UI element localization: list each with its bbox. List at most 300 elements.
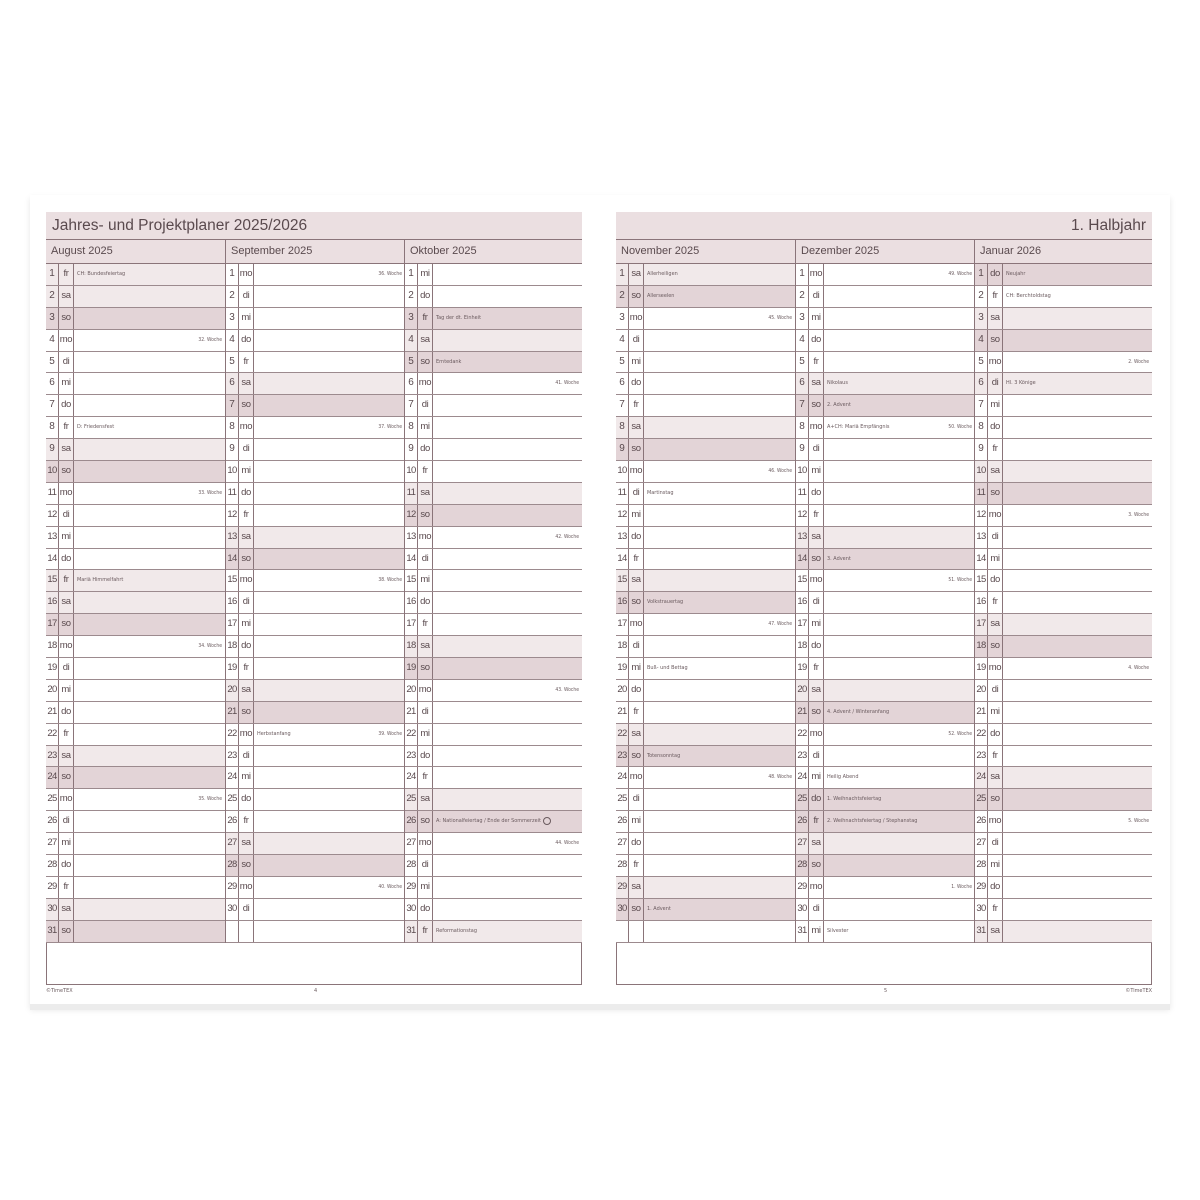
- day-row[interactable]: [796, 373, 975, 395]
- day-row[interactable]: [975, 877, 1152, 899]
- day-row[interactable]: [616, 286, 795, 308]
- day-row[interactable]: [405, 417, 582, 439]
- day-note[interactable]: [74, 505, 225, 526]
- day-note[interactable]: [254, 877, 405, 898]
- day-note[interactable]: [433, 483, 582, 504]
- day-note[interactable]: [1003, 746, 1152, 767]
- day-row[interactable]: [975, 702, 1152, 724]
- day-row[interactable]: [616, 921, 795, 943]
- day-note[interactable]: [74, 352, 225, 373]
- day-note[interactable]: [1003, 286, 1152, 307]
- day-note[interactable]: [1003, 527, 1152, 548]
- day-row[interactable]: [796, 439, 975, 461]
- day-row[interactable]: [226, 417, 405, 439]
- day-row[interactable]: [226, 724, 405, 746]
- day-row[interactable]: [616, 614, 795, 636]
- day-row[interactable]: [975, 921, 1152, 943]
- day-note[interactable]: [433, 330, 582, 351]
- day-row[interactable]: [796, 417, 975, 439]
- day-note[interactable]: [433, 767, 582, 788]
- day-row[interactable]: [226, 527, 405, 549]
- day-row[interactable]: [796, 877, 975, 899]
- day-row[interactable]: [796, 308, 975, 330]
- day-row[interactable]: [796, 483, 975, 505]
- day-note[interactable]: [254, 658, 405, 679]
- day-row[interactable]: [796, 724, 975, 746]
- day-note[interactable]: [824, 286, 975, 307]
- day-note[interactable]: [74, 746, 225, 767]
- day-note[interactable]: [74, 724, 225, 745]
- day-note[interactable]: [644, 527, 795, 548]
- day-row[interactable]: [616, 855, 795, 877]
- day-note[interactable]: [1003, 505, 1152, 526]
- day-note[interactable]: [74, 680, 225, 701]
- day-note[interactable]: [1003, 855, 1152, 876]
- day-note[interactable]: [433, 461, 582, 482]
- day-note[interactable]: [433, 614, 582, 635]
- day-note[interactable]: [74, 702, 225, 723]
- day-note[interactable]: [1003, 767, 1152, 788]
- day-row[interactable]: [796, 833, 975, 855]
- day-row[interactable]: [405, 658, 582, 680]
- day-note[interactable]: [824, 592, 975, 613]
- day-row[interactable]: [226, 373, 405, 395]
- day-note[interactable]: [824, 636, 975, 657]
- day-note[interactable]: [1003, 308, 1152, 329]
- day-row[interactable]: [616, 746, 795, 768]
- day-note[interactable]: [644, 636, 795, 657]
- day-note[interactable]: [824, 439, 975, 460]
- day-note[interactable]: [1003, 658, 1152, 679]
- day-note[interactable]: [824, 373, 975, 394]
- day-row[interactable]: [616, 439, 795, 461]
- day-note[interactable]: [254, 899, 405, 920]
- day-row[interactable]: [46, 417, 225, 439]
- day-note[interactable]: [254, 373, 405, 394]
- day-row[interactable]: [405, 549, 582, 571]
- day-row[interactable]: [796, 789, 975, 811]
- day-row[interactable]: [975, 417, 1152, 439]
- day-row[interactable]: [975, 833, 1152, 855]
- day-note[interactable]: [824, 767, 975, 788]
- day-row[interactable]: [226, 592, 405, 614]
- day-row[interactable]: [226, 767, 405, 789]
- day-row[interactable]: [405, 877, 582, 899]
- day-row[interactable]: [405, 592, 582, 614]
- day-note[interactable]: [254, 767, 405, 788]
- day-row[interactable]: [616, 680, 795, 702]
- day-row[interactable]: [616, 330, 795, 352]
- day-row[interactable]: [796, 614, 975, 636]
- day-row[interactable]: [975, 899, 1152, 921]
- day-note[interactable]: [644, 330, 795, 351]
- day-note[interactable]: [824, 658, 975, 679]
- day-row[interactable]: [226, 680, 405, 702]
- day-note[interactable]: [433, 395, 582, 416]
- day-note[interactable]: [254, 702, 405, 723]
- day-row[interactable]: [975, 395, 1152, 417]
- day-row[interactable]: [616, 505, 795, 527]
- day-row[interactable]: [975, 527, 1152, 549]
- day-row[interactable]: [975, 483, 1152, 505]
- day-note[interactable]: [644, 461, 795, 482]
- day-note[interactable]: [1003, 899, 1152, 920]
- day-note[interactable]: [1003, 877, 1152, 898]
- day-note[interactable]: [254, 439, 405, 460]
- day-note[interactable]: [644, 833, 795, 854]
- day-note[interactable]: [1003, 789, 1152, 810]
- day-note[interactable]: [644, 439, 795, 460]
- day-row[interactable]: [46, 811, 225, 833]
- day-note[interactable]: [433, 417, 582, 438]
- day-row[interactable]: [975, 658, 1152, 680]
- day-note[interactable]: [254, 527, 405, 548]
- day-note[interactable]: [644, 702, 795, 723]
- day-row[interactable]: [796, 461, 975, 483]
- day-row[interactable]: [405, 570, 582, 592]
- day-note[interactable]: [254, 811, 405, 832]
- day-row[interactable]: [405, 330, 582, 352]
- day-note[interactable]: [74, 439, 225, 460]
- day-note[interactable]: [433, 658, 582, 679]
- day-row[interactable]: [226, 877, 405, 899]
- day-row[interactable]: [616, 373, 795, 395]
- day-row[interactable]: [46, 921, 225, 943]
- day-note[interactable]: [1003, 724, 1152, 745]
- day-note[interactable]: [74, 527, 225, 548]
- day-row[interactable]: [226, 330, 405, 352]
- day-row[interactable]: [405, 724, 582, 746]
- day-row[interactable]: [46, 767, 225, 789]
- day-note[interactable]: [433, 286, 582, 307]
- day-note[interactable]: [824, 921, 975, 942]
- day-note[interactable]: [824, 746, 975, 767]
- day-row[interactable]: [46, 352, 225, 374]
- day-note[interactable]: [254, 330, 405, 351]
- day-note[interactable]: [433, 855, 582, 876]
- day-note[interactable]: [1003, 330, 1152, 351]
- day-note[interactable]: [74, 592, 225, 613]
- day-note[interactable]: [433, 724, 582, 745]
- day-note[interactable]: [254, 680, 405, 701]
- day-row[interactable]: [616, 570, 795, 592]
- day-note[interactable]: [254, 395, 405, 416]
- day-note[interactable]: [74, 570, 225, 591]
- day-note[interactable]: [824, 417, 975, 438]
- day-row[interactable]: [616, 877, 795, 899]
- day-row[interactable]: [975, 614, 1152, 636]
- day-note[interactable]: [644, 767, 795, 788]
- day-note[interactable]: [1003, 373, 1152, 394]
- day-row[interactable]: [405, 746, 582, 768]
- day-note[interactable]: [254, 570, 405, 591]
- day-note[interactable]: [74, 899, 225, 920]
- day-note[interactable]: [74, 549, 225, 570]
- day-note[interactable]: [74, 308, 225, 329]
- day-row[interactable]: [226, 549, 405, 571]
- day-note[interactable]: [433, 549, 582, 570]
- day-row[interactable]: [226, 308, 405, 330]
- day-row[interactable]: [226, 855, 405, 877]
- day-note[interactable]: [74, 286, 225, 307]
- day-note[interactable]: [644, 417, 795, 438]
- day-note[interactable]: [433, 746, 582, 767]
- day-row[interactable]: [405, 352, 582, 374]
- day-row[interactable]: [796, 658, 975, 680]
- day-row[interactable]: [975, 592, 1152, 614]
- day-note[interactable]: [644, 855, 795, 876]
- day-note[interactable]: [824, 308, 975, 329]
- day-row[interactable]: [46, 658, 225, 680]
- day-row[interactable]: [975, 286, 1152, 308]
- day-row[interactable]: [46, 680, 225, 702]
- day-row[interactable]: [46, 702, 225, 724]
- day-row[interactable]: [405, 505, 582, 527]
- day-row[interactable]: [46, 439, 225, 461]
- day-note[interactable]: [433, 921, 582, 942]
- day-row[interactable]: [796, 921, 975, 943]
- day-row[interactable]: [226, 439, 405, 461]
- day-note[interactable]: [433, 833, 582, 854]
- day-row[interactable]: [616, 592, 795, 614]
- day-note[interactable]: [433, 570, 582, 591]
- day-note[interactable]: [254, 724, 405, 745]
- day-note[interactable]: [644, 308, 795, 329]
- day-note[interactable]: [1003, 614, 1152, 635]
- day-row[interactable]: [46, 877, 225, 899]
- day-row[interactable]: [226, 570, 405, 592]
- day-row[interactable]: [616, 767, 795, 789]
- day-note[interactable]: [254, 636, 405, 657]
- day-row[interactable]: [796, 286, 975, 308]
- day-row[interactable]: [226, 483, 405, 505]
- day-row[interactable]: [796, 527, 975, 549]
- day-row[interactable]: [405, 767, 582, 789]
- day-row[interactable]: [405, 636, 582, 658]
- day-note[interactable]: [1003, 833, 1152, 854]
- day-row[interactable]: [975, 767, 1152, 789]
- day-row[interactable]: [616, 417, 795, 439]
- day-note[interactable]: [644, 680, 795, 701]
- day-row[interactable]: [226, 286, 405, 308]
- day-note[interactable]: [644, 724, 795, 745]
- day-row[interactable]: [226, 352, 405, 374]
- day-row[interactable]: [796, 855, 975, 877]
- day-row[interactable]: [616, 483, 795, 505]
- day-row[interactable]: [46, 505, 225, 527]
- day-note[interactable]: [254, 308, 405, 329]
- day-row[interactable]: [226, 921, 405, 943]
- day-note[interactable]: [433, 352, 582, 373]
- day-note[interactable]: [644, 921, 795, 942]
- day-note[interactable]: [74, 658, 225, 679]
- day-note[interactable]: [824, 483, 975, 504]
- day-row[interactable]: [796, 680, 975, 702]
- day-row[interactable]: [975, 330, 1152, 352]
- day-note[interactable]: [644, 286, 795, 307]
- day-row[interactable]: [46, 461, 225, 483]
- day-note[interactable]: [824, 505, 975, 526]
- day-note[interactable]: [824, 702, 975, 723]
- day-row[interactable]: [46, 570, 225, 592]
- day-row[interactable]: [226, 395, 405, 417]
- day-note[interactable]: [74, 855, 225, 876]
- day-row[interactable]: [405, 855, 582, 877]
- day-note[interactable]: [824, 395, 975, 416]
- day-note[interactable]: [433, 899, 582, 920]
- day-row[interactable]: [405, 286, 582, 308]
- day-row[interactable]: [975, 789, 1152, 811]
- day-row[interactable]: [46, 855, 225, 877]
- day-row[interactable]: [975, 855, 1152, 877]
- day-note[interactable]: [254, 417, 405, 438]
- day-row[interactable]: [616, 833, 795, 855]
- day-note[interactable]: [644, 483, 795, 504]
- day-row[interactable]: [796, 899, 975, 921]
- day-row[interactable]: [405, 395, 582, 417]
- day-note[interactable]: [74, 395, 225, 416]
- day-row[interactable]: [46, 746, 225, 768]
- day-note[interactable]: [1003, 395, 1152, 416]
- day-note[interactable]: [433, 505, 582, 526]
- day-row[interactable]: [226, 658, 405, 680]
- day-note[interactable]: [74, 789, 225, 810]
- day-note[interactable]: [824, 549, 975, 570]
- day-note[interactable]: [824, 461, 975, 482]
- day-note[interactable]: [824, 724, 975, 745]
- day-note[interactable]: [254, 505, 405, 526]
- day-row[interactable]: [975, 724, 1152, 746]
- day-row[interactable]: [616, 527, 795, 549]
- day-row[interactable]: [616, 658, 795, 680]
- day-note[interactable]: [644, 614, 795, 635]
- day-note[interactable]: [254, 549, 405, 570]
- day-note[interactable]: [644, 877, 795, 898]
- day-row[interactable]: [796, 811, 975, 833]
- day-note[interactable]: [254, 789, 405, 810]
- day-row[interactable]: [796, 395, 975, 417]
- day-note[interactable]: [74, 921, 225, 942]
- day-note[interactable]: [254, 264, 405, 285]
- day-row[interactable]: [975, 570, 1152, 592]
- day-note[interactable]: [254, 614, 405, 635]
- day-row[interactable]: [405, 308, 582, 330]
- day-row[interactable]: [405, 483, 582, 505]
- day-row[interactable]: [796, 352, 975, 374]
- day-row[interactable]: [226, 505, 405, 527]
- day-row[interactable]: [616, 702, 795, 724]
- day-row[interactable]: [46, 373, 225, 395]
- day-row[interactable]: [405, 702, 582, 724]
- day-row[interactable]: [616, 395, 795, 417]
- day-row[interactable]: [616, 352, 795, 374]
- day-note[interactable]: [1003, 811, 1152, 832]
- day-row[interactable]: [46, 330, 225, 352]
- day-note[interactable]: [254, 286, 405, 307]
- day-row[interactable]: [616, 264, 795, 286]
- day-row[interactable]: [796, 549, 975, 571]
- day-row[interactable]: [616, 636, 795, 658]
- day-row[interactable]: [226, 746, 405, 768]
- day-note[interactable]: [254, 746, 405, 767]
- day-row[interactable]: [405, 527, 582, 549]
- day-note[interactable]: [644, 592, 795, 613]
- day-row[interactable]: [405, 899, 582, 921]
- day-note[interactable]: [1003, 483, 1152, 504]
- day-note[interactable]: [1003, 549, 1152, 570]
- day-note[interactable]: [74, 373, 225, 394]
- day-note[interactable]: [644, 352, 795, 373]
- day-note[interactable]: [1003, 461, 1152, 482]
- day-row[interactable]: [975, 636, 1152, 658]
- day-note[interactable]: [824, 264, 975, 285]
- day-row[interactable]: [616, 789, 795, 811]
- day-note[interactable]: [433, 264, 582, 285]
- day-note[interactable]: [644, 373, 795, 394]
- day-note[interactable]: [644, 570, 795, 591]
- day-row[interactable]: [975, 746, 1152, 768]
- day-row[interactable]: [975, 308, 1152, 330]
- day-note[interactable]: [1003, 680, 1152, 701]
- day-note[interactable]: [644, 899, 795, 920]
- day-row[interactable]: [46, 833, 225, 855]
- day-row[interactable]: [616, 899, 795, 921]
- day-row[interactable]: [46, 592, 225, 614]
- day-row[interactable]: [405, 789, 582, 811]
- day-row[interactable]: [226, 614, 405, 636]
- day-row[interactable]: [46, 899, 225, 921]
- day-row[interactable]: [975, 461, 1152, 483]
- day-note[interactable]: [644, 264, 795, 285]
- day-note[interactable]: [1003, 439, 1152, 460]
- day-note[interactable]: [1003, 702, 1152, 723]
- day-note[interactable]: [254, 833, 405, 854]
- day-note[interactable]: [824, 855, 975, 876]
- day-note[interactable]: [1003, 636, 1152, 657]
- day-note[interactable]: [1003, 570, 1152, 591]
- day-note[interactable]: [824, 527, 975, 548]
- day-note[interactable]: [824, 811, 975, 832]
- day-row[interactable]: [405, 461, 582, 483]
- day-row[interactable]: [46, 264, 225, 286]
- day-row[interactable]: [46, 549, 225, 571]
- day-note[interactable]: [74, 264, 225, 285]
- day-row[interactable]: [796, 767, 975, 789]
- day-note[interactable]: [824, 877, 975, 898]
- day-note[interactable]: [433, 680, 582, 701]
- day-row[interactable]: [405, 680, 582, 702]
- day-note[interactable]: [644, 789, 795, 810]
- day-row[interactable]: [796, 505, 975, 527]
- day-row[interactable]: [616, 461, 795, 483]
- day-row[interactable]: [46, 614, 225, 636]
- day-note[interactable]: [433, 702, 582, 723]
- day-note[interactable]: [74, 614, 225, 635]
- day-row[interactable]: [796, 592, 975, 614]
- day-row[interactable]: [405, 264, 582, 286]
- day-note[interactable]: [254, 592, 405, 613]
- day-row[interactable]: [975, 373, 1152, 395]
- day-row[interactable]: [226, 702, 405, 724]
- day-note[interactable]: [644, 658, 795, 679]
- day-row[interactable]: [796, 330, 975, 352]
- day-note[interactable]: [433, 811, 582, 832]
- day-note[interactable]: [824, 899, 975, 920]
- day-note[interactable]: [644, 549, 795, 570]
- day-note[interactable]: [644, 505, 795, 526]
- day-note[interactable]: [433, 308, 582, 329]
- day-note[interactable]: [433, 527, 582, 548]
